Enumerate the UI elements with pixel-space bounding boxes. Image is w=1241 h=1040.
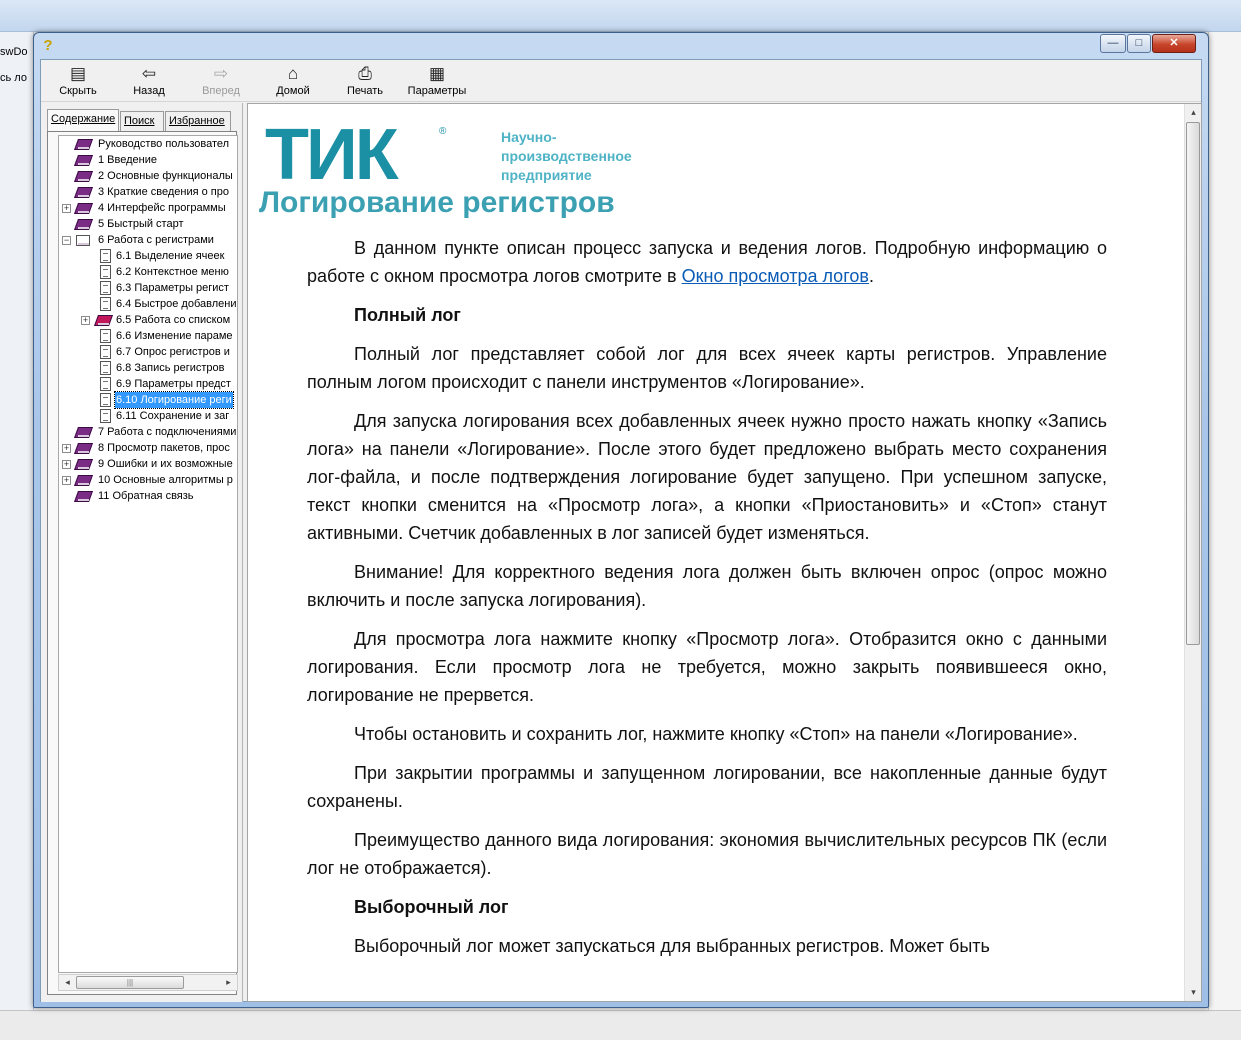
tree-node[interactable] (59, 296, 238, 312)
page-icon (100, 377, 111, 391)
tree-node-label: 6.3 Параметры регист (116, 282, 229, 294)
page-icon (100, 281, 111, 295)
intro-end: . (868, 266, 874, 286)
page-title: Логирование регистров (259, 186, 615, 219)
forward-label: Вперед (202, 85, 240, 97)
options-button[interactable] (405, 63, 469, 101)
home-label: Домой (276, 85, 310, 97)
tree-node[interactable] (59, 312, 238, 328)
content-pane (247, 103, 1202, 1002)
tik-logo (265, 124, 635, 184)
options-icon: ▦ (428, 64, 446, 83)
expand-plus-icon[interactable]: + (63, 459, 70, 469)
page-icon (100, 345, 111, 359)
tree-node-label: 2 Основные функционалы (98, 170, 233, 182)
scroll-thumb[interactable]: ||| (76, 976, 184, 989)
paragraph: Преимущество данного вида логирования: экономия вычислительных ресурсов ПК (если лог не отображается). (307, 830, 1107, 878)
tree-node-selected[interactable] (59, 392, 238, 408)
book-icon (75, 442, 90, 454)
paragraph: При закрытии программы и запущенном логировании, все накопленные данные будут сохранены. (307, 763, 1107, 811)
paragraph: Для просмотра лога нажмите кнопку «Просмотр лога». Отобразится окно с данными логирования. Если просмотр лога не требуется, можно закрыть появившееся окно, логирование не прервется. (307, 629, 1107, 705)
book-icon (75, 202, 90, 214)
intro-paragraph (307, 234, 1107, 290)
back-button[interactable] (125, 63, 173, 101)
logo-letters: ТИК (265, 124, 396, 184)
page-icon (100, 249, 111, 263)
tree-node[interactable] (59, 248, 238, 264)
print-button[interactable] (340, 63, 390, 101)
paragraph: Чтобы остановить и сохранить лог, нажмите кнопку «Стоп» на панели «Логирование». (354, 724, 1078, 744)
background-app-left-panel (0, 32, 34, 1040)
tree-node[interactable] (59, 344, 238, 360)
tree-node[interactable] (59, 264, 238, 280)
content-vertical-scrollbar[interactable] (1184, 104, 1201, 1001)
intro-text: В данном пункте описан процесс запуска и ведения логов. Подробную информацию о работе с окном просмотра логов смотрите в (307, 238, 1107, 286)
hide-label: Скрыть (59, 85, 97, 97)
tree-node[interactable] (59, 376, 238, 392)
tree-node[interactable] (59, 488, 238, 504)
minimize-button[interactable]: — (1100, 34, 1126, 53)
tree-node[interactable] (59, 472, 238, 488)
page-icon (100, 393, 111, 407)
print-label: Печать (346, 85, 384, 97)
book-icon (75, 490, 90, 502)
tree-node-label: 1 Введение (98, 154, 157, 166)
scroll-up-icon[interactable]: ▴ (1191, 107, 1196, 117)
tree-node-label: 5 Быстрый старт (98, 218, 184, 230)
article-body (307, 234, 1107, 971)
home-icon: ⌂ (287, 64, 299, 83)
book-icon (75, 154, 90, 166)
expand-plus-icon[interactable]: + (63, 475, 70, 485)
tree-node-label: 6.9 Параметры предст (116, 378, 231, 390)
back-label: Назад (133, 85, 165, 97)
tree-node[interactable] (59, 408, 238, 424)
collapse-minus-icon[interactable]: − (63, 235, 70, 245)
page-icon (100, 297, 111, 311)
tree-node-label: 6.11 Сохранение и заг (116, 410, 230, 422)
tree-node-label: 6.7 Опрос регистров и (116, 346, 230, 358)
page-icon (100, 361, 111, 375)
heading-selective-log: Выборочный лог (354, 897, 509, 917)
tree-node-label: 11 Обратная связь (98, 490, 194, 502)
paragraph: Полный лог представляет собой лог для всех ячеек карты регистров. Управление полным логом происходит с панели инструментов «Логирование». (307, 344, 1107, 392)
scroll-thumb[interactable] (1186, 122, 1200, 645)
tree-node[interactable] (59, 136, 238, 152)
book-icon (75, 426, 90, 438)
book-icon (75, 170, 90, 182)
tree-node-label: 6 Работа с регистрами (98, 234, 214, 246)
tree-node[interactable] (59, 232, 238, 248)
tree-node[interactable] (59, 440, 238, 456)
tab-search[interactable]: Поиск (120, 111, 164, 131)
tree-node-label: 3 Краткие сведения о про (98, 186, 229, 198)
tree-node-label: 6.5 Работа со списком (116, 314, 231, 326)
logo-registered: ® (439, 126, 447, 137)
page-icon (100, 265, 111, 279)
tree-node-label: 7 Работа с подключениями (98, 426, 237, 438)
arrow-left-icon: ⇦ (141, 64, 157, 83)
tree-node-label: 6.1 Выделение ячеек (116, 250, 225, 262)
page-icon (100, 329, 111, 343)
tree-node-label: 10 Основные алгоритмы р (98, 474, 233, 486)
arrow-right-icon: ⇨ (213, 64, 229, 83)
contents-frame (47, 131, 237, 995)
background-label-1: swDo (0, 46, 28, 58)
tree-node[interactable] (59, 168, 238, 184)
tree-node-label: 6.4 Быстрое добавлени (116, 298, 237, 310)
logo-subtitle: Научно- производственное предприятие (501, 129, 632, 183)
tree-node-label: 6.10 Логирование реги (116, 394, 232, 406)
tree-node-label: Руководство пользовател (98, 138, 230, 150)
forward-button[interactable] (197, 63, 245, 101)
open-book-icon (75, 234, 90, 246)
tree-node[interactable] (59, 328, 238, 344)
help-question-icon: ? (43, 37, 53, 54)
contents-tree[interactable] (58, 135, 238, 973)
help-window (33, 32, 1209, 1008)
home-button[interactable] (269, 63, 317, 101)
tab-favorites[interactable]: Избранное (165, 111, 231, 131)
page-icon (100, 409, 111, 423)
maximize-button[interactable]: □ (1127, 34, 1151, 53)
tree-node[interactable] (59, 360, 238, 376)
hide-button[interactable] (54, 63, 102, 101)
book-icon (95, 314, 110, 326)
book-icon (75, 138, 90, 150)
toolbar (41, 60, 1201, 102)
tree-node[interactable] (59, 280, 238, 296)
tree-node-label: 4 Интерфейс программы (98, 202, 226, 214)
tree-node[interactable] (59, 152, 238, 168)
window-client-area (40, 59, 1202, 1002)
tree-node-label: 9 Ошибки и их возможные (98, 458, 233, 470)
scroll-right-icon[interactable]: ▸ (226, 977, 231, 987)
tree-node-label: 6.2 Контекстное меню (116, 266, 229, 278)
tree-node-label: 6.8 Запись регистров (116, 362, 225, 374)
paragraph: Внимание! Для корректного ведения лога должен быть включен опрос (опрос можно включить и после запуска логирования). (307, 562, 1107, 610)
tree-node[interactable] (59, 216, 238, 232)
scroll-down-icon[interactable]: ▾ (1191, 987, 1196, 997)
expand-plus-icon[interactable]: + (82, 315, 89, 325)
expand-plus-icon[interactable]: + (63, 443, 70, 453)
background-app-right-panel (1208, 32, 1241, 1040)
book-icon (75, 458, 90, 470)
background-app-titlebar (0, 0, 1241, 32)
background-app-statusbar (0, 1010, 1241, 1040)
book-icon (75, 186, 90, 198)
tree-node-label: 6.6 Изменение параме (116, 330, 233, 342)
tree-node[interactable] (59, 456, 238, 472)
tree-node[interactable] (59, 424, 238, 440)
book-icon (75, 474, 90, 486)
hide-pane-icon: ▤ (69, 64, 87, 83)
log-viewer-link[interactable]: Окно просмотра логов (681, 266, 869, 286)
window-titlebar[interactable] (34, 33, 1208, 59)
tik-logo-mark (265, 124, 495, 184)
paragraph: Выборочный лог может запускаться для выбранных регистров. Может быть (354, 936, 990, 956)
navigation-pane (41, 103, 243, 1002)
options-label: Параметры (407, 85, 467, 97)
paragraph: Для запуска логирования всех добавленных ячеек нужно просто нажать кнопку «Запись лога» на панели «Логирование». После этого будет предложено выбрать место сохранения лог-файла, и после подтверждения логирование будет запущено. При успешном запуске, текст кнопки сменится на «Просмотр лога», а кнопки «Приостановить» и «Стоп» станут активными. Счетчик добавленных в лог записей будет изменяться. (307, 411, 1107, 543)
scroll-left-icon[interactable]: ◂ (65, 977, 70, 987)
printer-icon: ⎙ (358, 64, 372, 83)
tree-horizontal-scrollbar[interactable] (58, 974, 238, 991)
background-label-2: сь ло (0, 72, 27, 84)
book-icon (75, 218, 90, 230)
heading-full-log: Полный лог (354, 305, 461, 325)
tree-node-label: 8 Просмотр пакетов, прос (98, 442, 230, 454)
close-button[interactable]: ✕ (1152, 34, 1196, 53)
tab-contents[interactable]: Содержание (47, 109, 119, 131)
expand-plus-icon[interactable]: + (63, 203, 70, 213)
tree-node[interactable] (59, 184, 238, 200)
tree-node[interactable] (59, 200, 238, 216)
